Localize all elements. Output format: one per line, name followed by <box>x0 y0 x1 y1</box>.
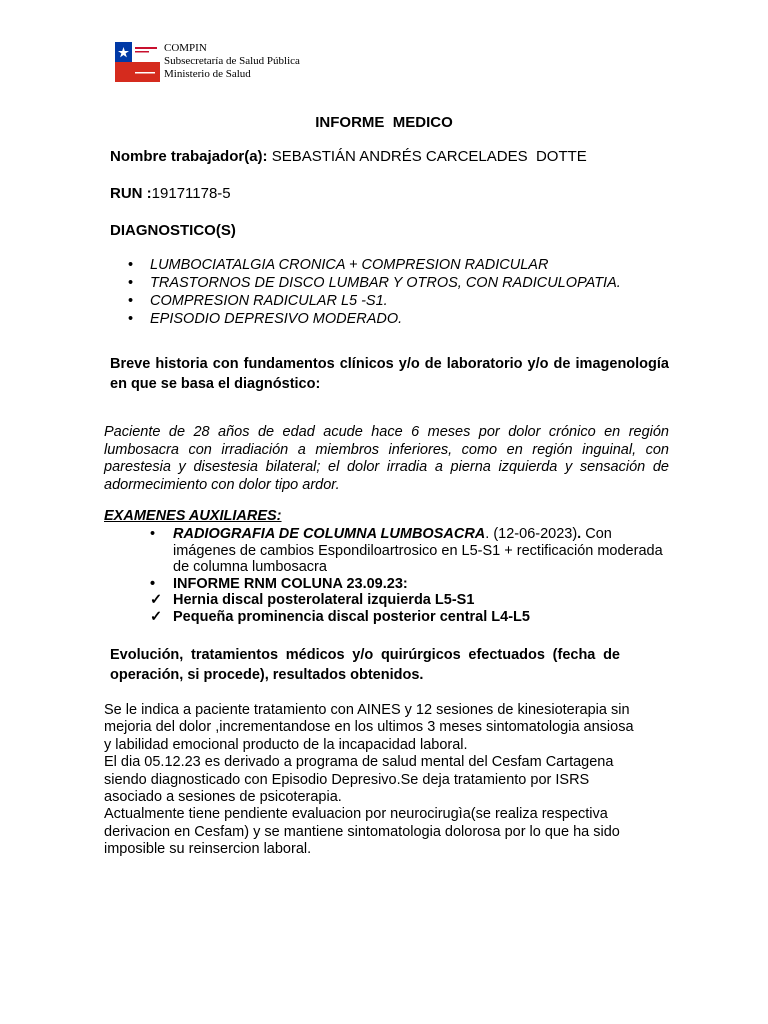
diagnosis-text: COMPRESION RADICULAR L5 -S1. <box>150 293 388 309</box>
history-heading: Breve historia con fundamentos clínicos y/o de laboratorio y/o de imagenología en que se basa el diagnóstico: <box>110 356 669 392</box>
exam-radiography-dot: . <box>577 526 582 542</box>
diagnosis-text: LUMBOCIATALGIA CRONICA + COMPRESION RADICULAR <box>150 257 549 273</box>
exam-radiography-title: RADIOGRAFIA DE COLUMNA LUMBOSACRA <box>173 526 486 542</box>
diagnosis-text: EPISODIO DEPRESIVO MODERADO. <box>150 311 403 327</box>
checkmark-icon: ✓ <box>150 608 163 625</box>
evolution-line: siendo diagnosticado con Episodio Depresivo.Se deja tratamiento por ISRS <box>104 771 590 788</box>
list-item <box>128 292 621 310</box>
bullet-icon: • <box>128 293 134 309</box>
exam-radiography-date: . (12-06-2023) <box>485 526 578 542</box>
worker-label: Nombre trabajador(a): <box>110 148 268 165</box>
list-item <box>150 609 670 626</box>
header-text <box>164 42 300 81</box>
header-ministerio: Ministerio de Salud <box>164 68 251 80</box>
exam-finding-1: Hernia discal posterolateral izquierda L5-S1 <box>173 592 475 608</box>
evolution-line: mejoria del dolor ,incrementandose en los ultimos 3 meses sintomatologia ansiosa <box>104 719 634 736</box>
run-line <box>110 185 231 203</box>
list-item <box>150 576 670 593</box>
ministry-logo <box>115 42 160 82</box>
evolution-line: El dia 05.12.23 es derivado a programa de salud mental del Cesfam Cartagena <box>104 754 614 771</box>
exam-rnm-title: INFORME RNM COLUNA 23.09.23: <box>173 575 408 592</box>
header-subsecretaria: Subsecretaría de Salud Pública <box>164 55 300 67</box>
checkmark-icon: ✓ <box>150 592 163 608</box>
bullet-icon: • <box>128 257 134 273</box>
list-item <box>128 310 621 328</box>
worker-value: SEBASTIÁN ANDRÉS CARCELADES DOTTE <box>267 148 587 165</box>
header-org: COMPIN <box>164 42 207 54</box>
diagnosis-text: TRASTORNOS DE DISCO LUMBAR Y OTROS, CON RADICULOPATIA. <box>150 275 621 291</box>
worker-name-line <box>110 148 587 166</box>
exams-heading: EXAMENES AUXILIARES: <box>104 508 282 524</box>
exam-radiography-text: Con imágenes de cambios Espondiloartrosico en L5-S1 + rectificación moderada de columna lumbosacra <box>173 526 663 575</box>
history-paragraph: Paciente de 28 años de edad acude hace 6 meses por dolor crónico en región lumbosacra con irradiación a miembros inferiores, como en región inguinal, con parestesia y disestesia bilateral; el dolor irradia a pierna izquierda y sensación de adormecimiento con dolor tipo ardor. <box>104 424 669 493</box>
bullet-icon: • <box>150 575 156 592</box>
diagnosis-heading: DIAGNOSTICO(S) <box>110 222 236 239</box>
list-item <box>150 526 670 576</box>
bullet-icon: • <box>150 526 156 542</box>
evolution-line: y labilidad emocional producto de la incapacidad laboral. <box>104 736 468 753</box>
list-item <box>150 592 670 609</box>
evolution-line: asociado a sesiones de psicoterapia. <box>104 789 342 806</box>
evolution-heading: Evolución, tratamientos médicos y/o quirúrgicos efectuados (fecha de operación, si procede), resultados obtenidos. <box>110 647 620 683</box>
evolution-line: Actualmente tiene pendiente evaluacion por neurocirugìa(se realiza respectiva <box>104 806 608 823</box>
run-label: RUN : <box>110 185 152 202</box>
document-title: INFORME MEDICO <box>315 114 453 131</box>
diagnosis-list <box>128 256 621 328</box>
evolution-line: derivacion en Cesfam) y se mantiene sintomatologia dolorosa por lo que ha sido <box>104 823 620 840</box>
exam-finding-2: Pequeña prominencia discal posterior central L4-L5 <box>173 608 530 625</box>
run-value: 19171178-5 <box>151 185 231 202</box>
list-item <box>128 274 621 292</box>
evolution-line: Se le indica a paciente tratamiento con AINES y 12 sesiones de kinesioterapia sin <box>104 702 630 718</box>
exams-list <box>150 526 670 625</box>
bullet-icon: • <box>128 275 134 291</box>
evolution-paragraph <box>104 702 674 859</box>
evolution-line: imposible su reinsercion laboral. <box>104 841 312 858</box>
list-item <box>128 256 621 274</box>
bullet-icon: • <box>128 311 134 327</box>
